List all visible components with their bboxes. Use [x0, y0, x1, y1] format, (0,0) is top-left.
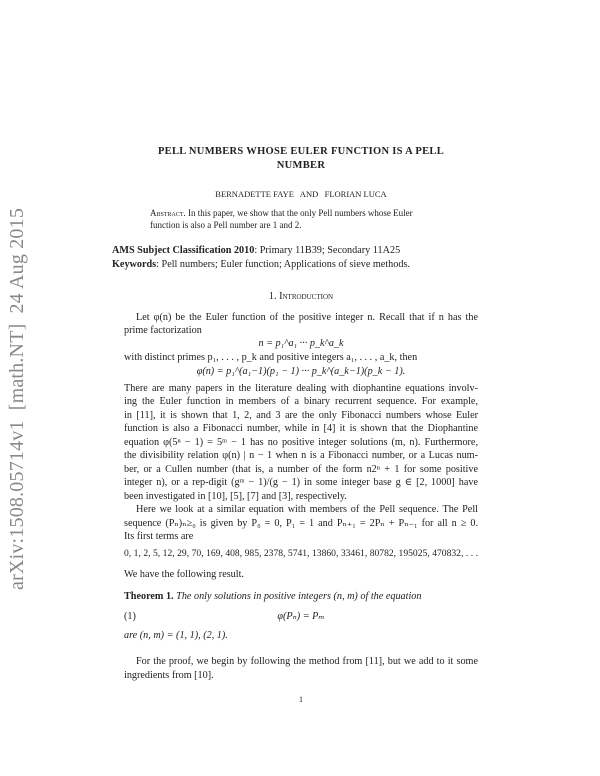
paper-title-line2: NUMBER — [276, 160, 326, 171]
theorem-equation-number: (1) — [124, 611, 136, 622]
theorem-label: Theorem 1. — [124, 591, 174, 602]
body-line: prime factorization — [124, 325, 202, 336]
body-line: For the proof, we begin by following the method from [11], but we add to it some — [136, 656, 478, 667]
body-line: in [11], it is shown that 1, 2, and 3 are the only Fibonacci numbers whose Euler — [124, 410, 478, 421]
body-line: sequence (Pₙ)ₙ≥₀ is given by P₀ = 0, P₁ = 1 and Pₙ₊₁ = 2Pₙ + Pₙ₋₁ for all n ≥ 0. — [124, 518, 478, 529]
abstract-line2: function is also a Pell number are 1 and 2. — [150, 220, 302, 230]
arxiv-id[interactable]: arXiv:1508.05714v1 — [6, 420, 28, 590]
keywords-label: Keywords — [112, 259, 157, 270]
equation-factorization: n = p₁^a₁ ··· p_k^a_k — [258, 338, 344, 349]
body-line: with distinct primes p₁, . . . , p_k and positive integers a₁, . . . , a_k, then — [124, 352, 418, 363]
body-line: ber, or a Cullen number (that is, a number of the form n2ⁿ + 1 for some positive — [124, 464, 478, 475]
abstract-label: Abstract. — [150, 208, 186, 218]
body-line: the divisibility relation φ(n) | n − 1 when n is a Fibonacci number, or a Lucas num- — [124, 450, 478, 461]
ams-classification — [112, 245, 466, 257]
pell-sequence: 0, 1, 2, 5, 12, 29, 70, 169, 408, 985, 2378, 5741, 13860, 33461, 80782, 195025, 470832, . . . — [124, 548, 478, 559]
body-line: Here we look at a similar equation with members of the Pell sequence. The Pell — [136, 504, 478, 515]
arxiv-category: [math.NT] — [6, 323, 28, 411]
arxiv-stamp — [6, 198, 29, 590]
theorem-statement — [124, 591, 478, 603]
body-line: ingredients from [10]. — [124, 670, 214, 681]
paper-title-line1: PELL NUMBERS WHOSE EULER FUNCTION IS A PELL — [157, 146, 445, 157]
keywords — [112, 259, 466, 271]
body-line: There are many papers in the literature dealing with diophantine equations involv- — [124, 383, 478, 394]
ams-text: : Primary 11B39; Secondary 11A25 — [254, 245, 401, 256]
body-line: We have the following result. — [124, 569, 244, 580]
equation-euler: φ(n) = p₁^(a₁−1)(p₁ − 1) ··· p_k^(a_k−1)(p_k − 1). — [196, 366, 406, 377]
authors: BERNADETTE FAYE AND FLORIAN LUCA — [215, 189, 387, 199]
ams-label: AMS Subject Classification 2010 — [112, 245, 255, 256]
body-line: equation φ(5ⁿ − 1) = 5ᵐ − 1 has no positive integer solutions (m, n). Furthermore, — [124, 437, 478, 448]
body-line: integer n), or a rep-digit (gᵐ − 1)/(g − 1) in some integer base g ∈ [2, 1000] have — [124, 477, 478, 488]
theorem-equation: φ(Pₙ) = Pₘ — [277, 611, 325, 622]
abstract-text: In this paper, we show that the only Pell numbers whose Euler — [188, 208, 413, 218]
body-line: ing the Euler function in members of a binary recurrent sequence. For example, — [124, 396, 478, 407]
body-line: function is also a Fibonacci number, while in [4] it is shown that the Diophantine — [124, 423, 478, 434]
arxiv-date: 24 Aug 2015 — [6, 207, 28, 314]
theorem-text: The only solutions in positive integers (n, m) of the equation — [176, 591, 422, 602]
keywords-text: : Pell numbers; Euler function; Applications of sieve methods. — [156, 259, 410, 270]
body-line: Let φ(n) be the Euler function of the positive integer n. Recall that if n has the — [136, 312, 478, 323]
section-heading: 1. Introduction — [268, 291, 334, 302]
page-number: 1 — [299, 695, 303, 704]
body-line: Its first terms are — [124, 531, 194, 542]
theorem-conclusion: are (n, m) = (1, 1), (2, 1). — [124, 630, 228, 641]
abstract-line1 — [150, 207, 460, 219]
body-line: been investigated in [10], [5], [7] and [3], respectively. — [124, 491, 347, 502]
